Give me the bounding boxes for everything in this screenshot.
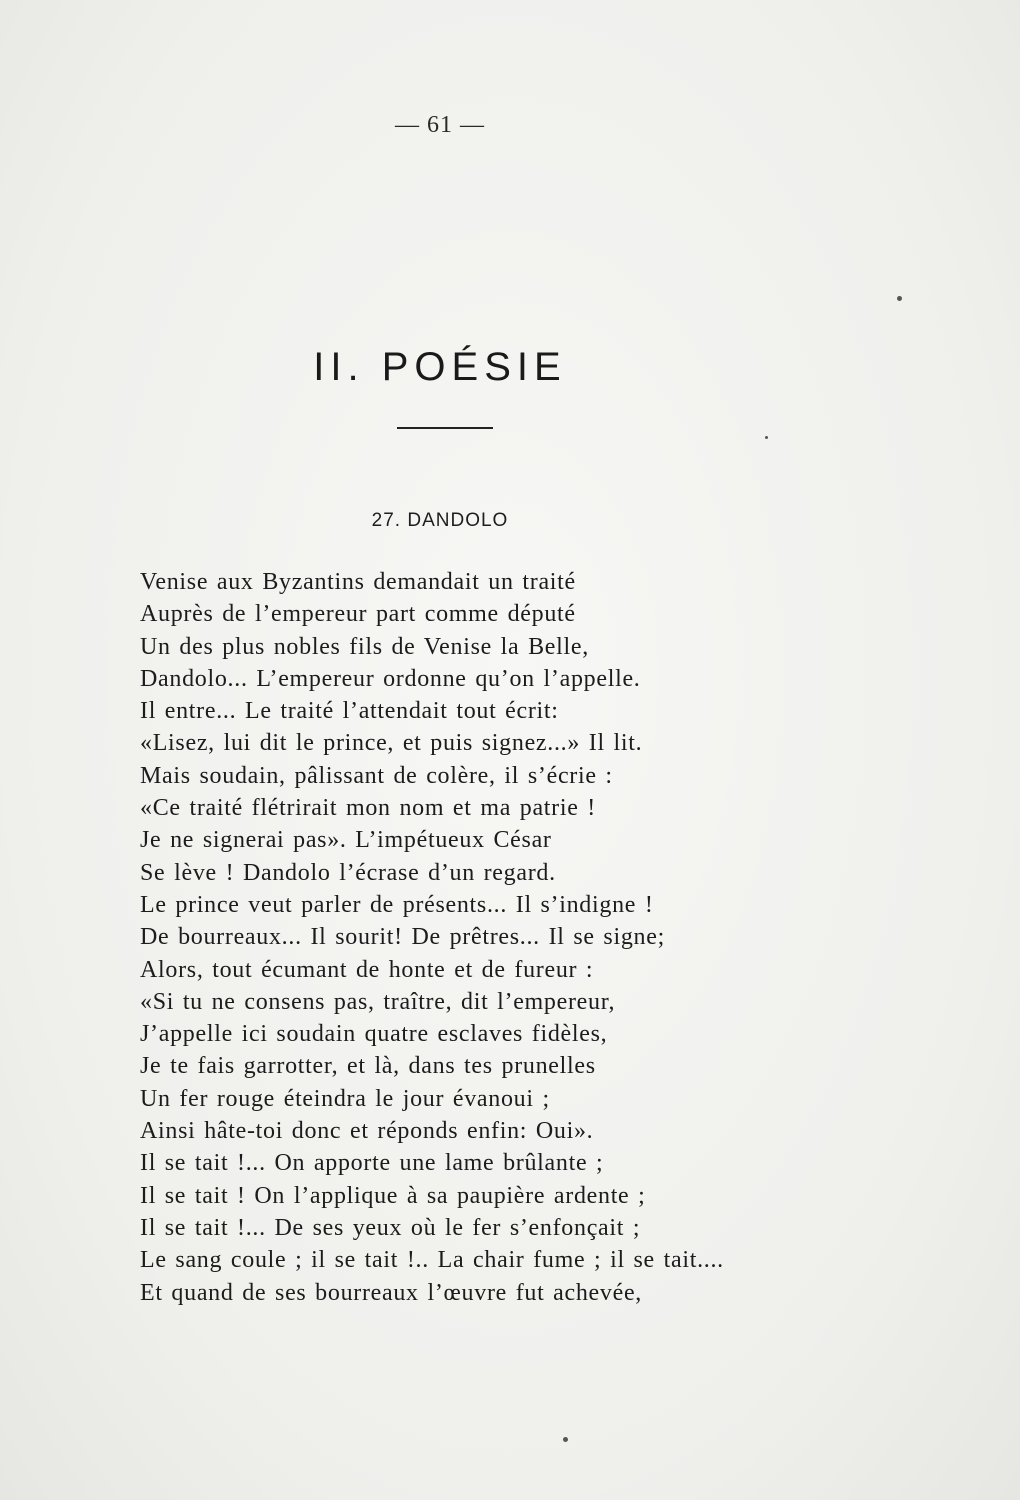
poem-line: Il se tait !... On apporte une lame brûlante ;: [140, 1150, 604, 1177]
poem-line: Dandolo... L’empereur ordonne qu’on l’appelle.: [140, 665, 641, 692]
poem-line: J’appelle ici soudain quatre esclaves fidèles,: [140, 1021, 608, 1048]
poem-title: 27. DANDOLO: [371, 510, 509, 531]
poem-line: Alors, tout écumant de honte et de fureur :: [140, 956, 594, 983]
page-number: — 61 —: [395, 112, 485, 138]
poem-line: «Lisez, lui dit le prince, et puis signez...» Il lit.: [140, 730, 643, 757]
poem-line: Un fer rouge éteindra le jour évanoui ;: [140, 1085, 550, 1112]
poem-line: De bourreaux... Il sourit! De prêtres... Il se signe;: [140, 924, 665, 951]
poem-line: Auprès de l’empereur part comme député: [140, 601, 576, 628]
poem-line: «Ce traité flétrirait mon nom et ma patrie !: [140, 795, 596, 822]
poem-line: «Si tu ne consens pas, traître, dit l’empereur,: [140, 988, 616, 1015]
ink-speck: [897, 296, 902, 301]
poem-body: [140, 566, 900, 1309]
section-title: II. POÉSIE: [313, 345, 567, 389]
poem-line: Un des plus nobles fils de Venise la Belle,: [140, 633, 589, 660]
poem-line: Il se tait ! On l’applique à sa paupière ardente ;: [140, 1182, 646, 1209]
poem-line: Se lève ! Dandolo l’écrase d’un regard.: [140, 859, 556, 886]
title-divider: [397, 427, 493, 429]
poem-line: Ainsi hâte-toi donc et réponds enfin: Oui».: [140, 1118, 594, 1145]
ink-speck: [563, 1437, 568, 1442]
poem-line: Venise aux Byzantins demandait un traité: [140, 569, 576, 595]
poem-line: Il se tait !... De ses yeux où le fer s’enfonçait ;: [140, 1214, 641, 1241]
poem-line: Je ne signerai pas». L’impétueux César: [140, 827, 552, 854]
ink-speck: [765, 436, 768, 439]
poem-line: Et quand de ses bourreaux l’œuvre fut achevée,: [140, 1279, 643, 1306]
poem-line: Je te fais garrotter, et là, dans tes prunelles: [140, 1053, 596, 1080]
poem-line: Mais soudain, pâlissant de colère, il s’écrie :: [140, 762, 613, 789]
poem-line: Le sang coule ; il se tait !.. La chair fume ; il se tait....: [140, 1247, 724, 1274]
poem-line: Il entre... Le traité l’attendait tout écrit:: [140, 698, 559, 725]
poem-line: Le prince veut parler de présents... Il s’indigne !: [140, 891, 654, 918]
